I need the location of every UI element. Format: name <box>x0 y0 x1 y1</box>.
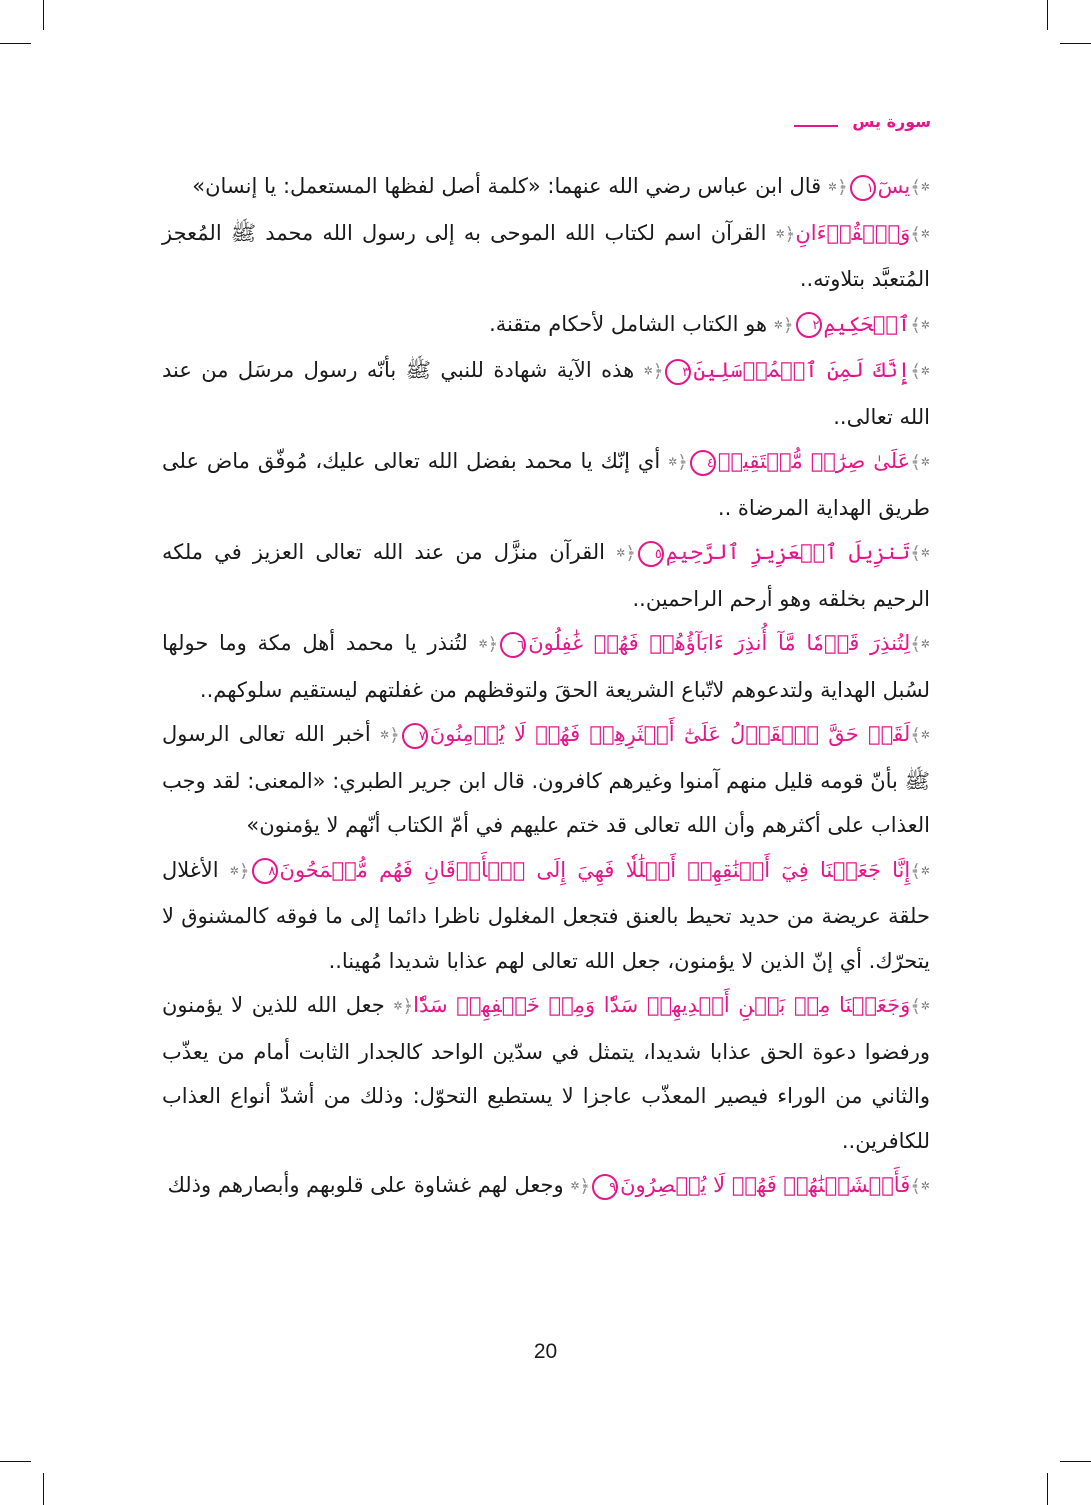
open-bracket-icon: ﴾ <box>910 860 921 882</box>
crop-mark-bottom-right-v <box>1047 1473 1048 1505</box>
verse-entry <box>162 530 930 621</box>
quran-verse <box>774 312 930 336</box>
close-bracket-icon: ﴿ <box>487 634 499 655</box>
commentary-text: هو الكتاب الشامل لأحكام متقنة. <box>489 311 768 336</box>
ornament-icon: ✲ <box>827 180 838 194</box>
page-number: 20 <box>533 1340 558 1363</box>
commentary-text: قال ابن عباس رضي الله عنهما: «كلمة أصل لفظها المستعمل: يا إنسان» <box>192 174 822 198</box>
verse-text: وَٱلۡقُرۡءَانِ <box>795 220 911 245</box>
ornament-icon: ✲ <box>920 180 930 194</box>
verse-entry <box>162 302 930 349</box>
close-bracket-icon: ﴿ <box>652 361 664 382</box>
verse-entry <box>162 621 930 712</box>
commentary-text: أخبر الله تعالى الرسول ﷺ بأنّ قومه قليل منهم آمنوا وغيرهم كافرون. قال ابن جرير الطبري: «المعنى: لقد وجب العذاب على أكثرهم وأن الله تعالى قد ختم عليهم في أمّ الكتاب أنّهم لا يؤمنون» <box>162 722 930 837</box>
quran-verse <box>668 449 930 473</box>
ayah-number-badge: ٨ <box>252 858 278 884</box>
verse-entry <box>162 848 930 984</box>
open-bracket-icon: ﴾ <box>910 452 921 473</box>
quran-verse <box>478 631 930 655</box>
crop-mark-top-left-h <box>0 43 31 44</box>
ornament-icon: ✲ <box>920 728 930 742</box>
crop-mark-top-left-v <box>43 0 44 30</box>
ornament-icon: ✲ <box>478 637 488 651</box>
open-bracket-icon: ﴾ <box>910 996 921 1017</box>
verse-entry <box>162 439 930 530</box>
verse-entry <box>162 712 930 848</box>
ornament-icon: ✲ <box>920 546 930 560</box>
ayah-number-badge: ٩ <box>592 1174 618 1200</box>
ornament-icon: ✲ <box>668 455 678 469</box>
ayah-number-badge: ١ <box>850 175 876 201</box>
verse-entry <box>162 1163 930 1210</box>
ornament-icon: ✲ <box>920 999 930 1013</box>
ornament-icon: ✲ <box>920 1179 930 1193</box>
verse-text: وَجَعَلۡنَا مِنۢ بَيۡنِ أَيۡدِيهِمۡ سَدّٗا وَمِنۡ خَلۡفِهِمۡ سَدّٗا <box>413 993 911 1017</box>
ornament-icon: ✲ <box>920 364 930 378</box>
ayah-number-badge: ٣ <box>665 359 691 385</box>
commentary-text: لتُنذر يا محمد أهل مكة وما حولها لسُبل الهداية ولتدعوهم لاتّباع الشريعة الحقَ ولتوقظهم من غفلتهم ليستقيم سلوكهم.. <box>162 631 930 702</box>
close-bracket-icon: ﴿ <box>837 177 848 198</box>
close-bracket-icon: ﴿ <box>238 860 250 882</box>
running-header <box>794 112 931 131</box>
commentary-text: الأغلال حلقة عريضة من حديد تحيط بالعنق فتجعل المغلول ناظرا دائما إلى ما فوقه كالمشنوق لا يتحرّك. أي إنّ الذين لا يؤمنون، جعل الله تعالى لهم عذابا شديدا مُهينا.. <box>162 857 930 973</box>
ornament-icon: ✲ <box>920 226 930 240</box>
close-bracket-icon: ﴿ <box>784 223 796 245</box>
verse-text: إِنَّا جَعَلۡنَا فِيٓ أَعۡنَٰقِهِمۡ أَغۡلَٰلٗا فَهِيَ إِلَى ٱلۡأَذۡقَانِ فَهُم مُّقۡمَحُونَ <box>279 857 911 882</box>
header-rule <box>794 125 838 127</box>
close-bracket-icon: ﴿ <box>579 1176 591 1197</box>
ornament-icon: ✲ <box>643 364 653 378</box>
ornament-icon: ✲ <box>616 546 626 560</box>
crop-mark-bottom-left-h <box>0 1461 31 1462</box>
commentary-text: جعل الله للذين لا يؤمنون ورفضوا دعوة الحق عذابا شديدا، يتمثل في سدّين الواحد كالجدار الثابت أمام من يعذّب والثاني من الوراء فيصير المعذّب عاجزا لا يستطيع التحوّل: وذلك من أشدّ أنواع العذاب للكافرين.. <box>162 993 930 1153</box>
crop-mark-top-right-v <box>1047 0 1048 30</box>
ornament-icon: ✲ <box>570 1179 580 1193</box>
ornament-icon: ✲ <box>380 728 390 742</box>
crop-mark-bottom-right-h <box>1060 1461 1091 1462</box>
commentary-text: وجعل لهم غشاوة على قلوبهم وأبصارهم وذلك <box>167 1173 564 1197</box>
close-bracket-icon: ﴿ <box>402 996 414 1017</box>
ornament-icon: ✲ <box>920 317 930 331</box>
close-bracket-icon: ﴿ <box>625 543 636 564</box>
ornament-icon: ✲ <box>773 317 783 331</box>
ayah-number-badge: ٥ <box>638 541 664 567</box>
quran-verse <box>570 1173 930 1197</box>
quran-verse <box>380 722 930 746</box>
verse-text: إِنَّكَ لَمِنَ ٱلۡمُرۡسَلِينَ <box>693 358 911 382</box>
close-bracket-icon: ﴿ <box>677 452 688 473</box>
verse-text: يسٓ <box>877 174 911 198</box>
commentary-text: القرآن منزَّل من عند الله تعالى العزيز في ملكه الرحيم بخلقه وهو أرحم الراحمين.. <box>162 540 930 611</box>
close-bracket-icon: ﴿ <box>782 314 794 336</box>
open-bracket-icon: ﴾ <box>910 634 921 655</box>
commentary-text: هذه الآية شهادة للنبي ﷺ بأنّه رسول مرسَل من عند الله تعالى.. <box>162 358 930 429</box>
ornament-icon: ✲ <box>920 455 930 469</box>
verse-text: لِتُنذِرَ قَوۡمٗا مَّآ أُنذِرَ ءَابَآؤُهُمۡ فَهُمۡ غَٰفِلُونَ <box>528 631 911 655</box>
open-bracket-icon: ﴾ <box>910 725 921 746</box>
quran-verse <box>393 993 930 1017</box>
verse-text: عَلَىٰ صِرَٰطٖ مُّسۡتَقِيمٖ <box>717 449 911 473</box>
open-bracket-icon: ﴾ <box>910 314 921 336</box>
open-bracket-icon: ﴾ <box>910 1176 921 1197</box>
surah-title: سورة يس <box>852 112 931 131</box>
commentary-body <box>162 164 930 1210</box>
open-bracket-icon: ﴾ <box>910 223 921 245</box>
verse-entry <box>162 211 930 302</box>
ayah-number-badge: ٢ <box>796 312 822 338</box>
verse-text: تَنزِيلَ ٱلۡعَزِيزِ ٱلرَّحِيمِ <box>665 540 911 564</box>
ornament-icon: ✲ <box>229 863 239 877</box>
verse-entry <box>162 164 930 211</box>
ornament-icon: ✲ <box>775 226 785 240</box>
quran-verse <box>616 540 930 564</box>
quran-verse <box>644 358 930 382</box>
ornament-icon: ✲ <box>393 999 403 1013</box>
verse-text: ٱلۡحَكِيمِ <box>823 311 911 336</box>
ayah-number-badge: ٦ <box>500 632 526 658</box>
close-bracket-icon: ﴿ <box>389 725 400 746</box>
quran-verse <box>776 221 930 245</box>
ayah-number-badge: ٧ <box>402 723 428 749</box>
open-bracket-icon: ﴾ <box>910 543 921 564</box>
open-bracket-icon: ﴾ <box>910 177 921 198</box>
quran-verse <box>230 858 930 882</box>
verse-entry <box>162 983 930 1163</box>
ayah-number-badge: ٤ <box>690 450 716 476</box>
ornament-icon: ✲ <box>920 863 930 877</box>
verse-text: لَقَدۡ حَقَّ ٱلۡقَوۡلُ عَلَىٰٓ أَكۡثَرِهِمۡ فَهُمۡ لَا يُؤۡمِنُونَ <box>429 722 911 746</box>
commentary-text: أي إنّك يا محمد بفضل الله تعالى عليك، مُوفّق ماض على طريق الهداية المرضاة .. <box>162 449 930 520</box>
crop-mark-top-right-h <box>1060 43 1091 44</box>
crop-mark-bottom-left-v <box>43 1473 44 1505</box>
quran-verse <box>828 174 930 198</box>
verse-entry <box>162 348 930 439</box>
commentary-text: القرآن اسم لكتاب الله الموحى به إلى رسول الله محمد ﷺ المُعجز المُتعبَّد بتلاوته.. <box>162 220 930 291</box>
open-bracket-icon: ﴾ <box>910 361 921 382</box>
verse-text: فَأَغۡشَيۡنَٰهُمۡ فَهُمۡ لَا يُبۡصِرُونَ <box>620 1173 911 1197</box>
ornament-icon: ✲ <box>920 637 930 651</box>
